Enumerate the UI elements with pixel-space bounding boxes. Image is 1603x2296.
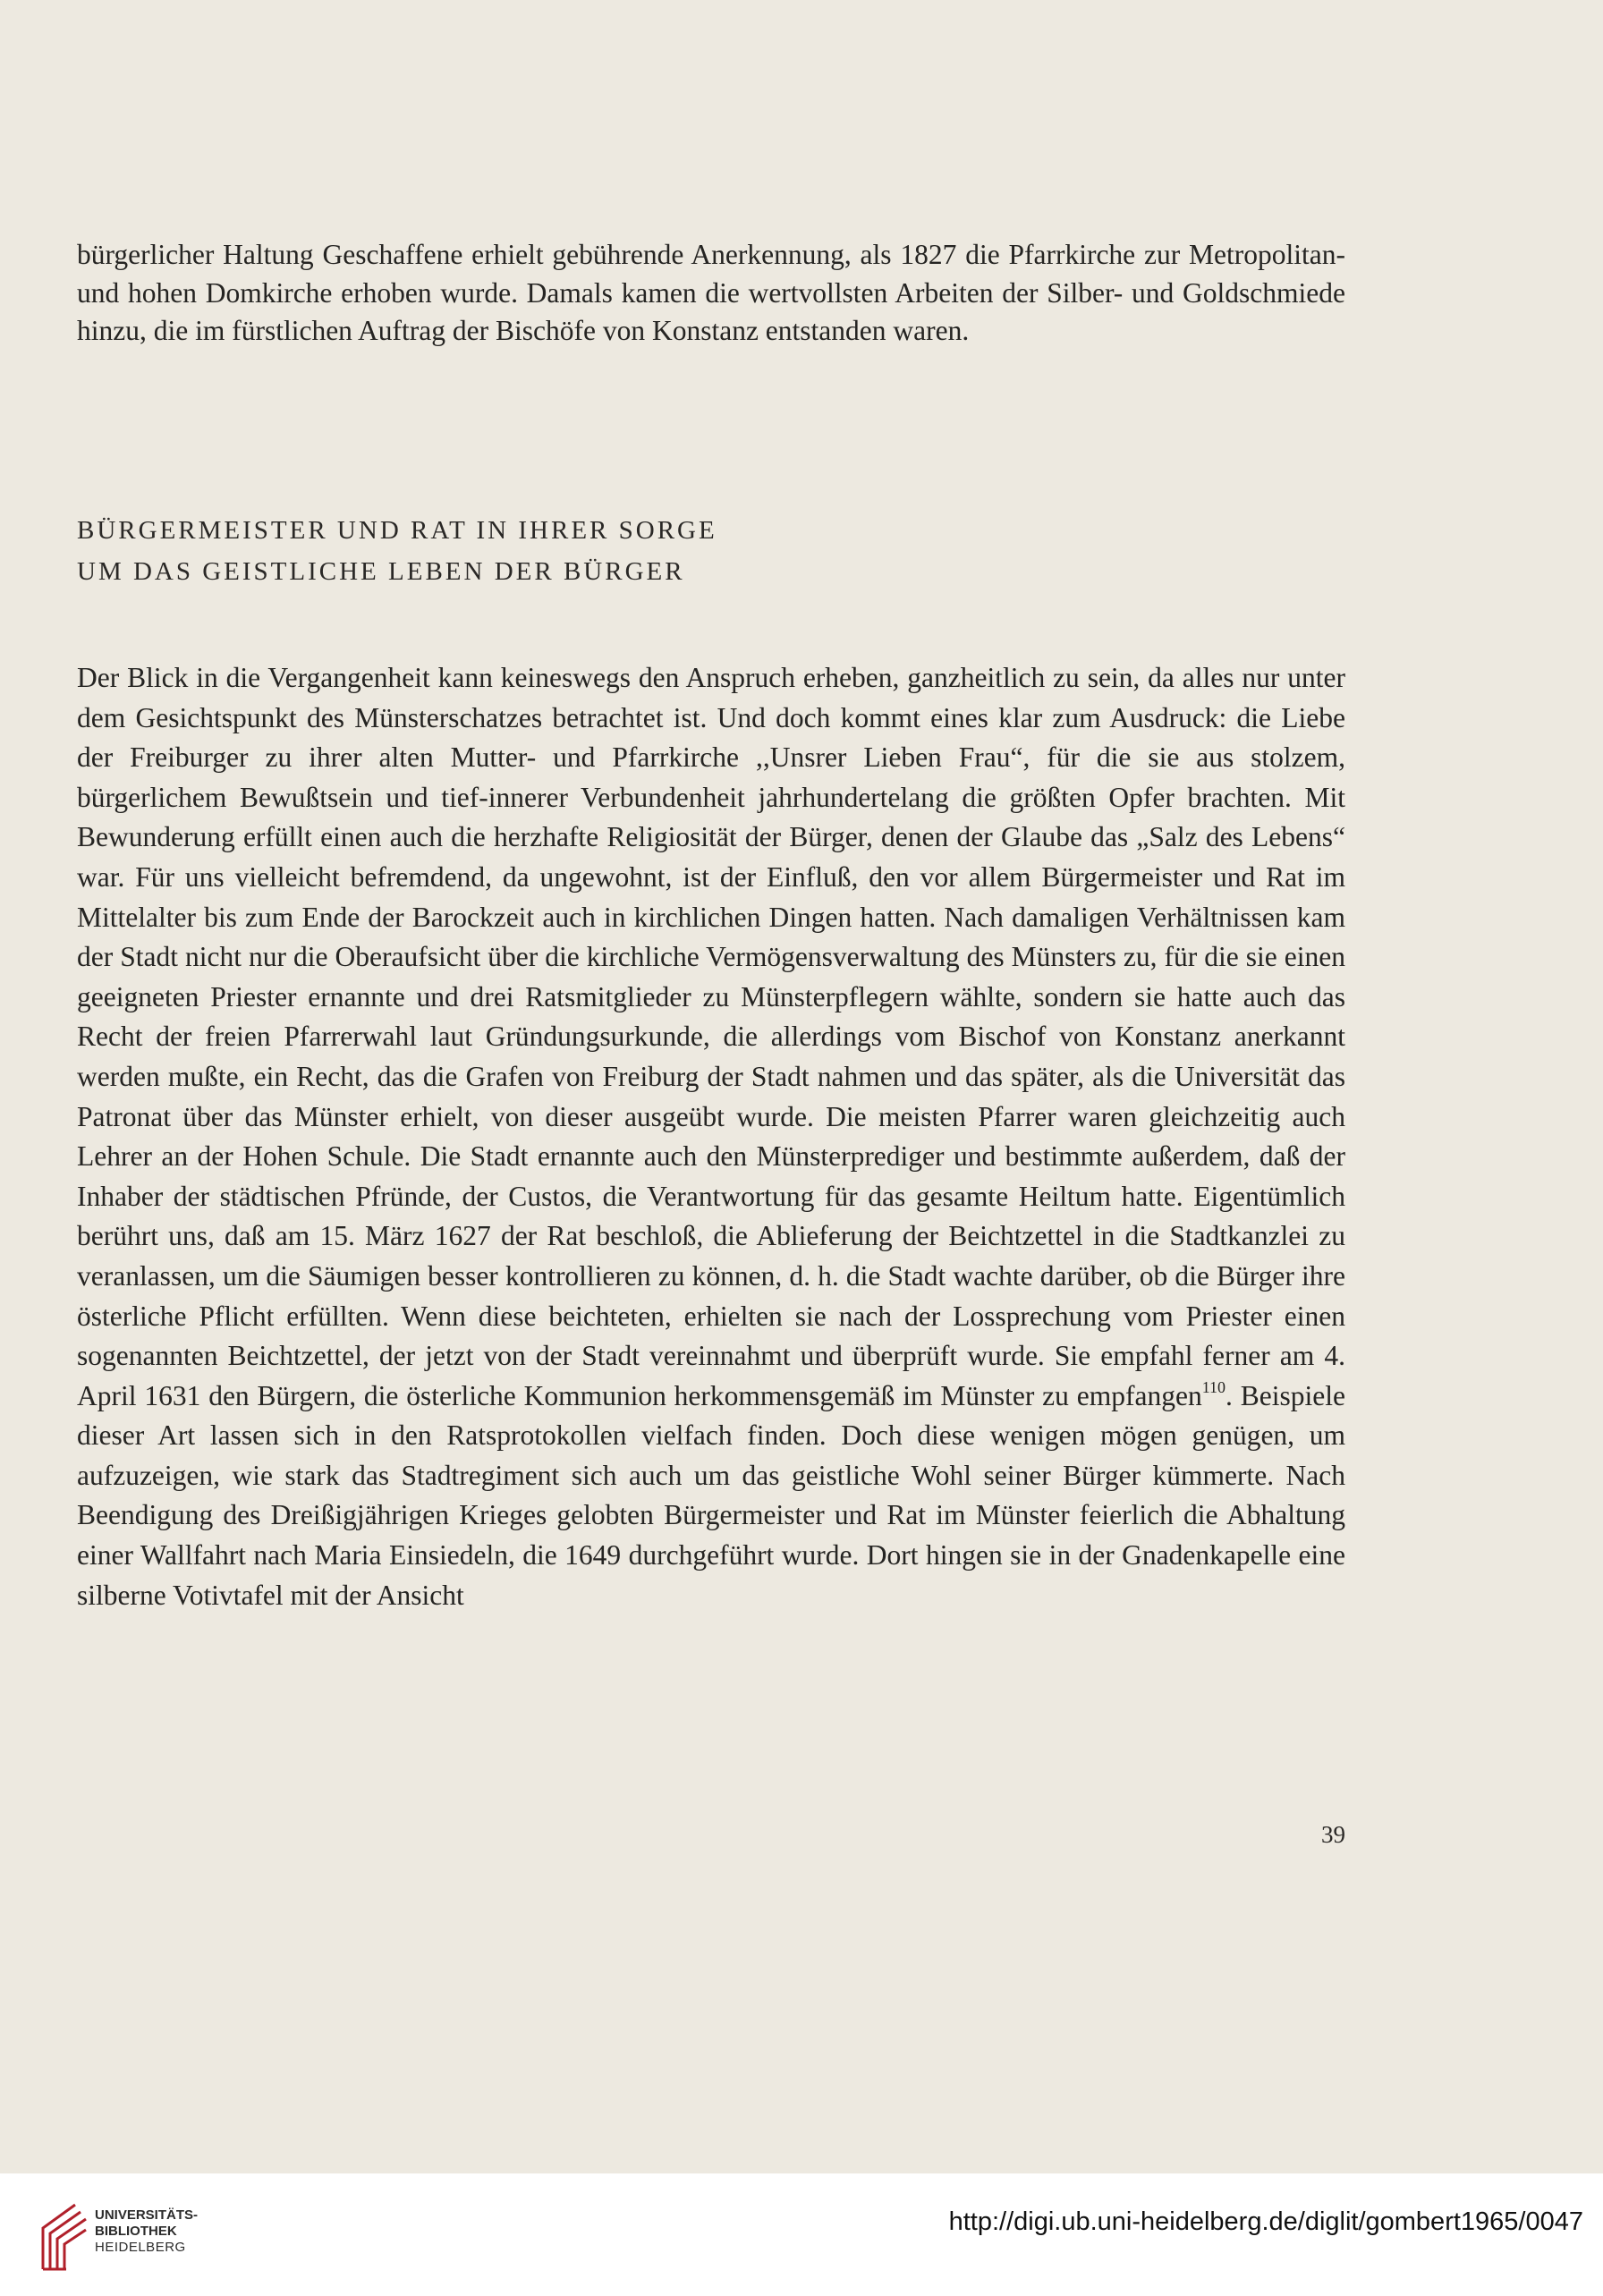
section-heading-line-2: UM DAS GEISTLICHE LEBEN DER BÜRGER — [77, 557, 685, 586]
library-name-line-3: HEIDELBERG — [95, 2240, 186, 2255]
page-number: 39 — [1321, 1821, 1345, 1848]
body-paragraph-2-text: Der Blick in die Vergangenheit kann keineswegs den Anspruch erheben, ganzheitlich zu sein, da alles nur unter dem Gesichtspunkt des Münsterschatzes betrachtet ist. Und doch kommt eines klar zum Ausdruck: die Liebe der Freiburger zu ihrer alten Mutter- und Pfarrkirche ,,Unsrer Lieben Frau“, für die sie aus stolzem, bürgerlichem Bewußtsein und tief-innerer Verbundenheit jahrhundertelang die größten Opfer brachten. Mit Bewunderung erfüllt einen auch die herzhafte Religiosität der Bürger, denen der Glaube das „Salz des Lebens“ war. Für uns vielleicht befremdend, da ungewohnt, ist der Einfluß, den vor allem Bürgermeister und Rat im Mittelalter bis zum Ende der Barockzeit auch in kirchlichen Dingen hatten. Nach damaligen Verhältnissen kam der Stadt nicht nur die Oberaufsicht über die kirchliche Vermögensverwaltung des Münsters zu, für die sie einen geeigneten Priester ernannte und drei Ratsmitglieder zu Münsterpflegern wählte, sondern sie hatte auch das Recht der freien Pfarrerwahl laut Gründungsurkunde, die allerdings vom Bischof von Konstanz anerkannt werden mußte, ein Recht, das die Grafen von Freiburg der Stadt nahmen und das später, als die Universität das Patronat über das Münster erhielt, von dieser ausgeübt wurde. Die meisten Pfarrer waren gleichzeitig auch Lehrer an der Hohen Schule. Die Stadt ernannte auch den Münsterprediger und bestimmte außerdem, daß der Inhaber der städtischen Pfründe, der Custos, die Verantwortung für das gesamte Heiltum hatte. Eigentümlich berührt uns, daß am 15. März 1627 der Rat beschloß, die Ablieferung der Beichtzettel in die Stadtkanzlei zu veranlassen, um die Säumigen besser kontrollieren zu können, d. h. die Stadt wachte darüber, ob die Bürger ihre österliche Pflicht erfüllten. Wenn diese beichteten, erhielten sie nach der Lossprechung vom Priester einen sogenannten Beichtzettel, der jetzt von der Stadt vereinnahmt und überprüft wurde. Sie empfahl ferner am 4. April 1631 den Bürgern, die österliche Kommunion herkommensgemäß im Münster zu empfangen — [77, 662, 1345, 1411]
library-name — [95, 2207, 198, 2256]
body-paragraph-2-continuation: . Beispiele dieser Art lassen sich in den Ratsprotokollen vielfach finden. Doch diese wenigen mögen genügen, um aufzuzeigen, wie stark das Stadtregiment sich auch um das geistliche Wohl seiner Bürger kümmerte. Nach Beendigung des Dreißigjährigen Krieges gelobten Bürgermeister und Rat im Münster feierlich die Abhaltung einer Wallfahrt nach Maria Einsiedeln, die 1649 durchgeführt wurde. Dort hingen sie in der Gnadenkapelle eine silberne Votivtafel mit der Ansicht — [77, 1379, 1345, 1611]
library-name-line-1: UNIVERSITÄTS- — [95, 2207, 199, 2223]
section-heading — [77, 510, 1345, 592]
document-url-link[interactable]: http://digi.ub.uni-heidelberg.de/diglit/gombert1965/0047 — [948, 2207, 1583, 2236]
footnote-reference[interactable]: 110 — [1201, 1377, 1226, 1396]
body-paragraph-2 — [77, 658, 1345, 1615]
library-name-line-2: BIBLIOTHEK — [95, 2224, 177, 2239]
body-paragraph-1: bürgerlicher Haltung Geschaffene erhielt gebührende Anerkennung, als 1827 die Pfarrkirche zur Metropolitan- und hohen Domkirche erhoben wurde. Damals kamen die wertvollsten Arbeiten der Silber- und Goldschmiede hinzu, die im fürstlichen Auftrag der Bischöfe von Konstanz entstanden waren. — [77, 239, 1345, 347]
section-heading-line-1: BÜRGERMEISTER UND RAT IN IHRER SORGE — [77, 516, 717, 545]
library-logo-icon[interactable] — [39, 2198, 89, 2273]
